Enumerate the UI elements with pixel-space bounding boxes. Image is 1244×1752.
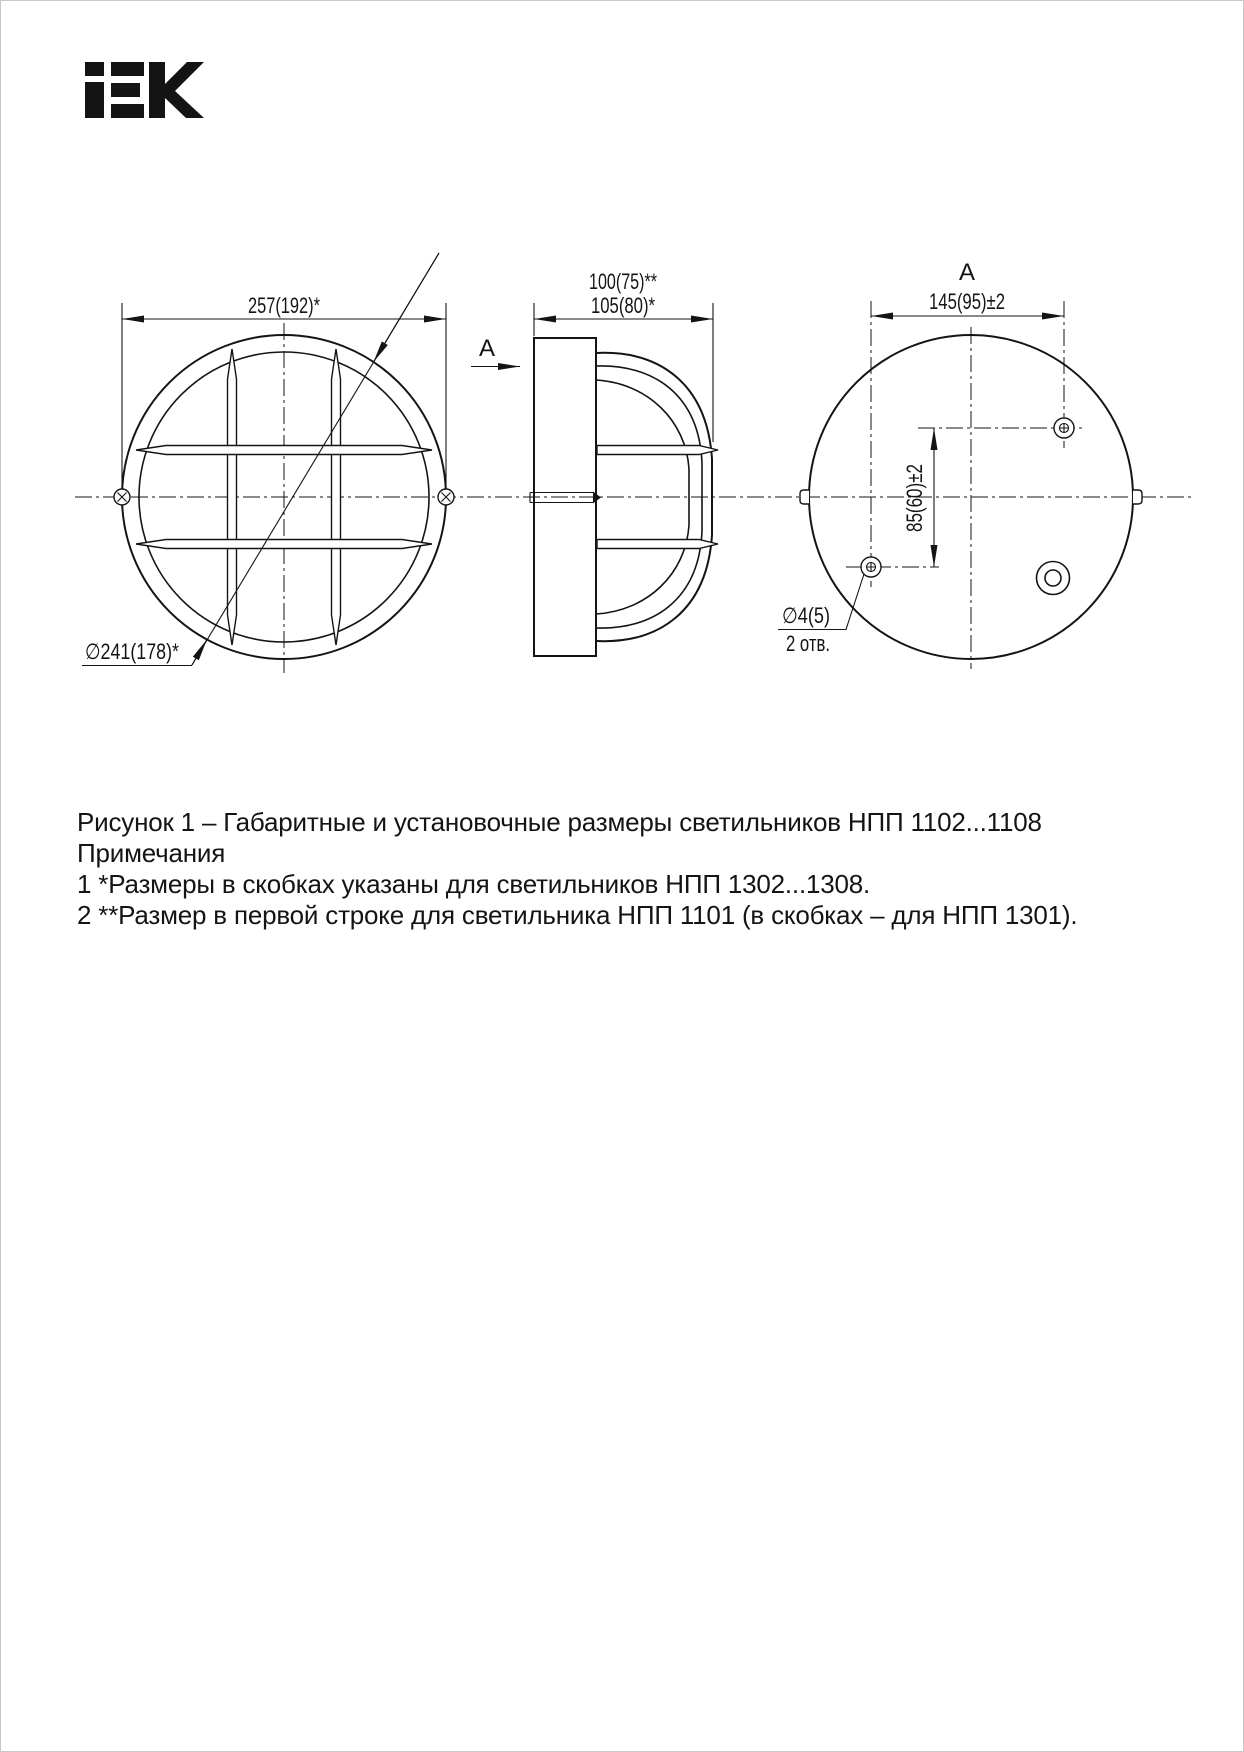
rear-horizontal-dimension: 145(95)±2 <box>929 289 1005 314</box>
iek-logo <box>85 62 204 118</box>
side-view <box>471 269 718 656</box>
notes-title: Примечания <box>77 838 226 868</box>
rear-view-label: A <box>958 259 976 286</box>
side-screw-right <box>438 489 454 505</box>
grid-bar-horizontal <box>136 446 432 455</box>
mounting-ear-left <box>800 490 809 504</box>
grid-bar-side <box>597 540 718 549</box>
grid-bar-horizontal <box>136 540 432 549</box>
mounting-hole-top <box>1054 418 1074 438</box>
view-direction-label: A <box>478 335 496 362</box>
side-dimension-line1: 100(75)** <box>589 269 658 294</box>
holes-diameter-label: ∅4(5) <box>782 603 830 628</box>
cable-entry <box>1037 562 1070 595</box>
front-diameter-label: ∅241(178)* <box>85 639 180 664</box>
front-top-dimension: 257(192)* <box>248 293 321 318</box>
side-dimension-line2: 105(80)* <box>591 293 656 318</box>
rear-vertical-dimension: 85(60)±2 <box>902 444 927 532</box>
figure-caption: Рисунок 1 – Габаритные и установочные размеры светильников НПП 1102...1108 <box>77 807 1042 837</box>
technical-drawing <box>1 1 1244 781</box>
note-1: 1 *Размеры в скобках указаны для светильников НПП 1302...1308. <box>77 869 871 899</box>
note-2: 2 **Размер в первой строке для светильника НПП 1101 (в скобках – для НПП 1301). <box>77 900 1078 930</box>
rear-view <box>778 259 1142 669</box>
grid-bar-vertical <box>228 349 237 645</box>
grid-bar-side <box>597 446 718 455</box>
front-view <box>82 253 454 673</box>
holes-count-label: 2 отв. <box>786 631 830 656</box>
side-screw-left <box>114 489 130 505</box>
caption-block <box>77 807 1177 931</box>
mounting-ear-right <box>1133 490 1142 504</box>
grid-bar-vertical <box>332 349 341 645</box>
